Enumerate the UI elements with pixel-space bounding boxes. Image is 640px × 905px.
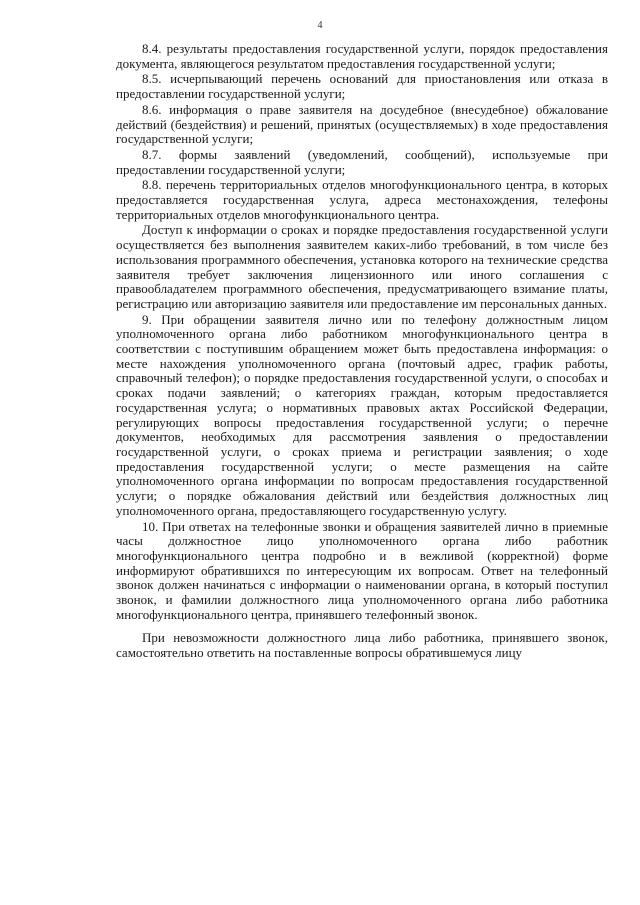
document-body <box>116 42 608 662</box>
paragraph-8-7: 8.7. формы заявлений (уведомлений, сообщений), используемые при предоставлении государственной услуги; <box>116 146 608 177</box>
paragraph-8-6: 8.6. информация о праве заявителя на досудебное (внесудебное) обжалование действий (бездействия) и решений, принятых (осуществляемых) в ходе предоставления государственной услуги; <box>116 101 608 147</box>
paragraph-8-8: 8.8. перечень территориальных отделов многофункционального центра, в которых предоставляется государственная услуга, адреса местонахождения, телефоны территориальных отделов многофункционального центра. <box>116 177 608 222</box>
paragraph-10: 10. При ответах на телефонные звонки и обращения заявителей лично в приемные часы должностное лицо уполномоченного органа либо работник многофункционального центра подробно и в вежливой (корректной) форме информируют обратившихся по интересующим их вопросам. Ответ на телефонный звонок должен начинаться с информации о наименовании органа, в который поступил звонок, и фамилии должностного лица уполномоченного органа либо работника многофункционального центра, принявшего телефонный звонок. <box>116 518 608 622</box>
paragraph-8-5: 8.5. исчерпывающий перечень оснований для приостановления или отказа в предоставлении государственной услуги; <box>116 71 608 102</box>
paragraph-8-4: 8.4. результаты предоставления государственной услуги, порядок предоставления документа, являющегося результатом предоставления государственной услуги; <box>116 41 608 71</box>
paragraph-9: 9. При обращении заявителя лично или по телефону должностным лицом уполномоченного органа либо работником многофункционального центра в соответствии с поступившим обращением может быть предоставлена информация: о месте нахождения уполномоченного органа (почтовый адрес, график работы, справочный телефон); о порядке предоставления государственной услуги, о способах и сроках подачи заявлений; о категориях граждан, которым предоставляется государственная услуга; о нормативных правовых актах Российской Федерации, регулирующих вопросы предоставления государственной услуги; о перечне документов, необходимых для рассмотрения заявления о предоставлении государственной услуги, о сроках приема и регистрации заявления; о ходе предоставления государственной услуги; о месте размещения на сайте уполномоченного органа информации по вопросам предоставления государственной услуги; о порядке обжалования действий или бездействия должностных лиц уполномоченного органа, предоставляющего государственную услугу. <box>116 311 608 518</box>
paragraph-impossibility: При невозможности должностного лица либо работника, принявшего звонок, самостоятельно ответить на поставленные вопросы обратившемуся лицу <box>116 630 608 661</box>
paragraph-access-info: Доступ к информации о сроках и порядке предоставления государственной услуги осуществляется без выполнения заявителем каких-либо требований, в том числе без использования программного обеспечения, установка которого на технические средства заявителя требует заключения лицензионного или иного соглашения с правообладателем программного обеспечения, предусматривающего взимание платы, регистрацию или авторизацию заявителя или предоставление им персональных данных. <box>116 222 608 311</box>
page-number: 4 <box>317 20 323 31</box>
